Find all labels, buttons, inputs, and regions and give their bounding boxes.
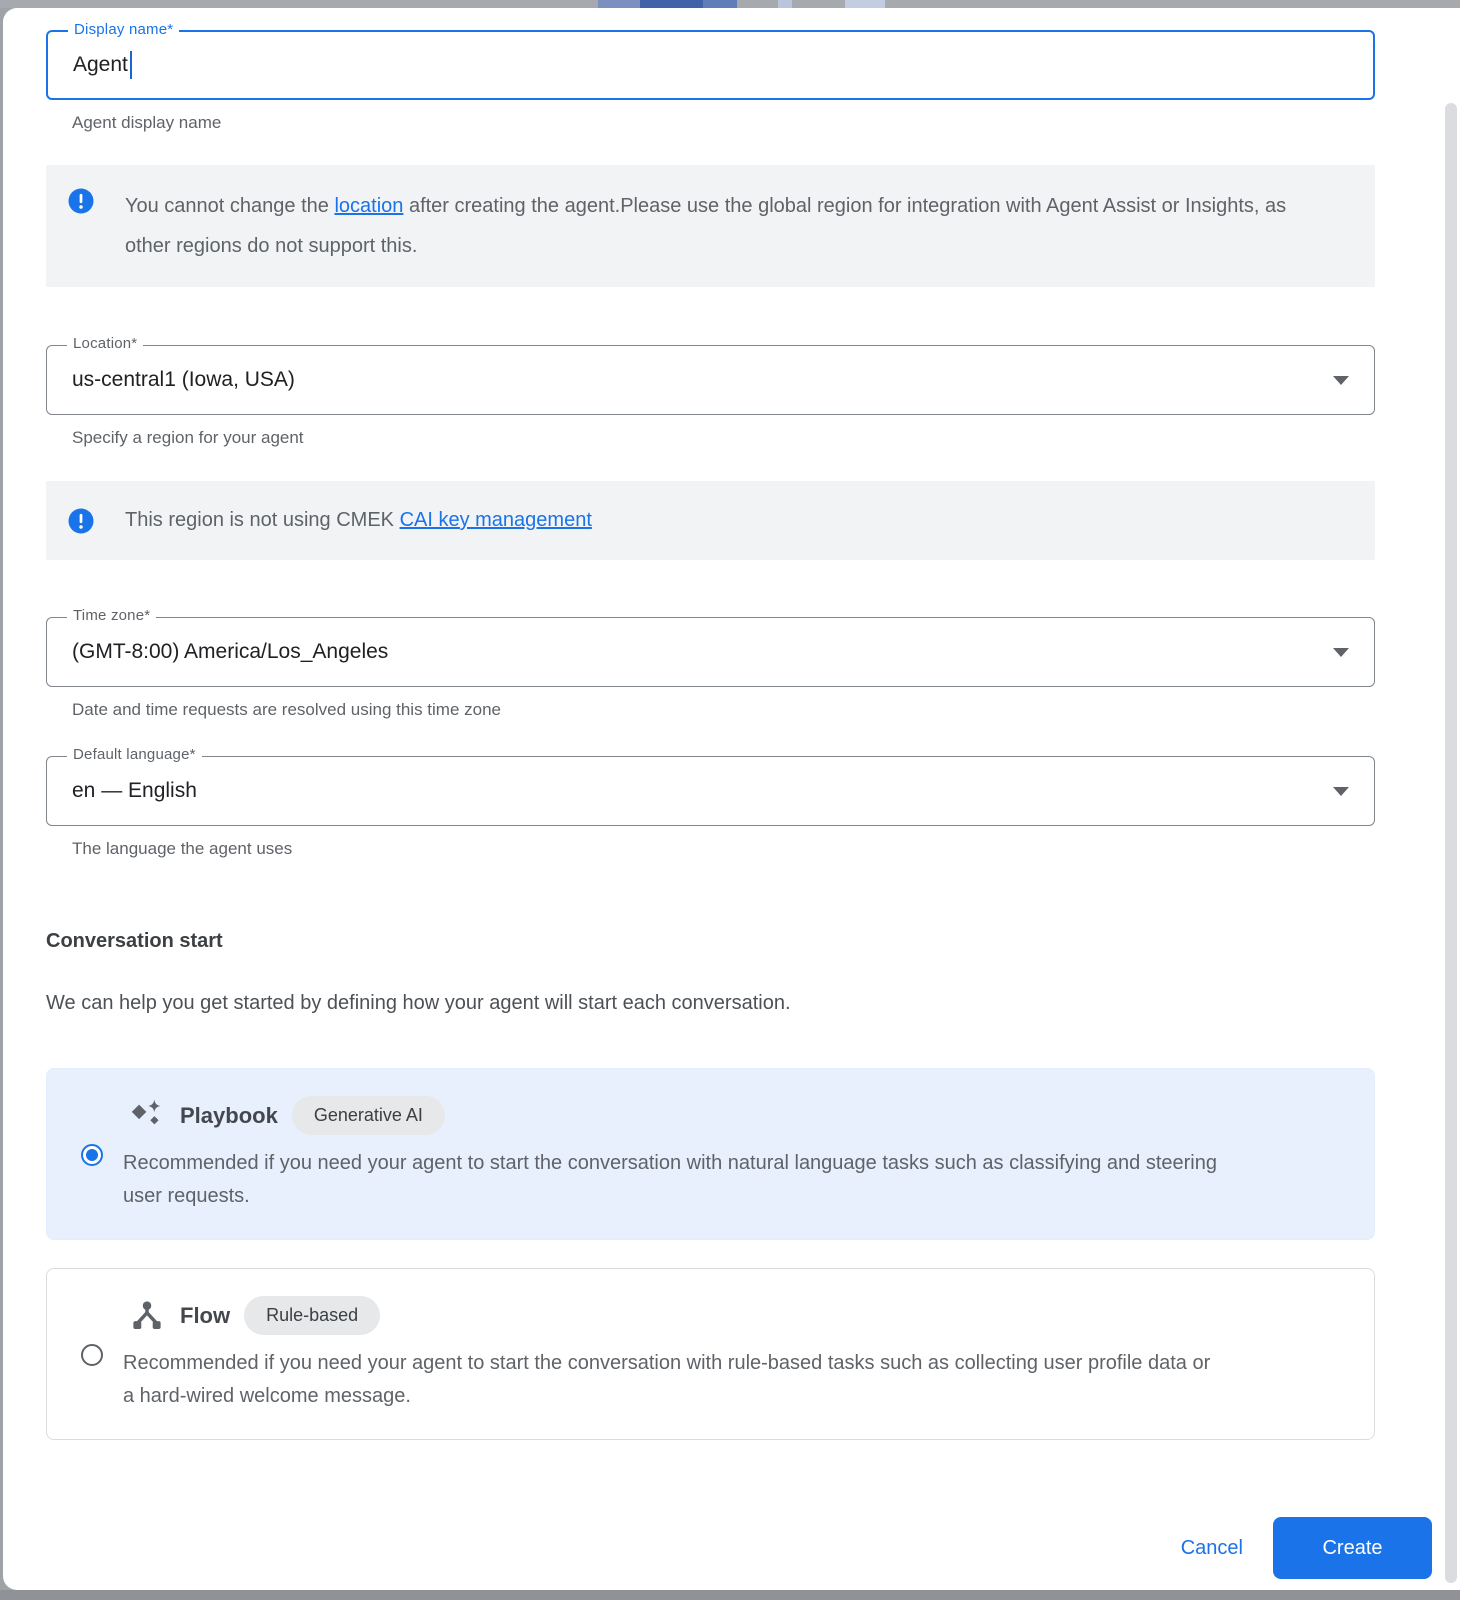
flow-title: Flow <box>180 1302 231 1328</box>
default-language-select[interactable] <box>46 746 1375 826</box>
background-decor <box>598 0 640 8</box>
conversation-start-heading: Conversation start <box>46 930 223 952</box>
cai-key-management-link[interactable]: CAI key management <box>399 509 592 531</box>
flow-radio[interactable] <box>81 1344 103 1366</box>
display-name-helper: Agent display name <box>72 113 222 132</box>
background-decor <box>703 0 737 8</box>
sparkle-icon <box>128 1097 166 1135</box>
display-name-label: Display name* <box>68 21 179 38</box>
flow-description: Recommended if you need your agent to start the conversation with rule-based tasks such as collecting user profile data or a hard-wired welcome message. <box>123 1352 1211 1407</box>
background-decor <box>845 0 885 8</box>
location-info-banner <box>46 165 1375 287</box>
display-name-value: Agent <box>73 53 128 76</box>
background-decor <box>640 0 703 8</box>
default-language-label: Default language* <box>67 746 202 763</box>
timezone-select[interactable] <box>46 607 1375 687</box>
banner-text-segment: This region is not using CMEK <box>125 509 400 531</box>
location-label: Location* <box>67 335 143 352</box>
playbook-title: Playbook <box>180 1102 278 1128</box>
banner-text-segment: after creating the agent.Please use the global region for integration with Agent Assist or Insights, as other regions do not support this. <box>125 195 1287 257</box>
playbook-radio[interactable] <box>81 1144 103 1166</box>
banner-text-segment: You cannot change the <box>125 195 335 217</box>
playbook-option-card[interactable] <box>46 1068 1375 1240</box>
dialog-scrollbar-thumb[interactable] <box>1445 103 1457 1583</box>
cancel-button[interactable]: Cancel <box>1180 1536 1243 1559</box>
timezone-helper: Date and time requests are resolved using this time zone <box>72 700 502 719</box>
chevron-down-icon <box>1333 648 1349 657</box>
flow-icon <box>128 1297 166 1335</box>
background-page-top <box>0 0 1460 8</box>
flow-badge: Rule-based <box>244 1296 380 1335</box>
cmek-info-banner <box>46 481 1375 560</box>
chevron-down-icon <box>1333 376 1349 385</box>
text-cursor <box>130 51 132 79</box>
background-page-bottom <box>0 1590 1460 1600</box>
location-link[interactable]: location <box>334 195 404 217</box>
create-button[interactable]: Create <box>1273 1517 1432 1579</box>
playbook-description: Recommended if you need your agent to start the conversation with natural language tasks such as classifying and steering user requests. <box>123 1152 1217 1207</box>
location-banner-text <box>125 186 1290 266</box>
cmek-banner-text <box>125 509 592 532</box>
timezone-value: (GMT-8:00) America/Los_Angeles <box>72 640 389 663</box>
playbook-badge: Generative AI <box>292 1096 445 1135</box>
create-agent-dialog <box>3 8 1460 1590</box>
location-value: us-central1 (Iowa, USA) <box>72 368 295 391</box>
conversation-start-description: We can help you get started by defining how your agent will start each conversation. <box>46 992 791 1014</box>
location-select[interactable] <box>46 335 1375 415</box>
info-icon <box>66 186 96 216</box>
dialog-footer <box>1181 1517 1432 1579</box>
display-name-input[interactable] <box>46 21 1375 100</box>
background-decor <box>778 0 792 8</box>
location-helper: Specify a region for your agent <box>72 428 304 447</box>
timezone-label: Time zone* <box>67 607 156 624</box>
default-language-value: en — English <box>72 779 197 802</box>
flow-option-card[interactable] <box>46 1268 1375 1440</box>
info-icon <box>66 506 96 536</box>
default-language-helper: The language the agent uses <box>72 839 293 858</box>
chevron-down-icon <box>1333 787 1349 796</box>
